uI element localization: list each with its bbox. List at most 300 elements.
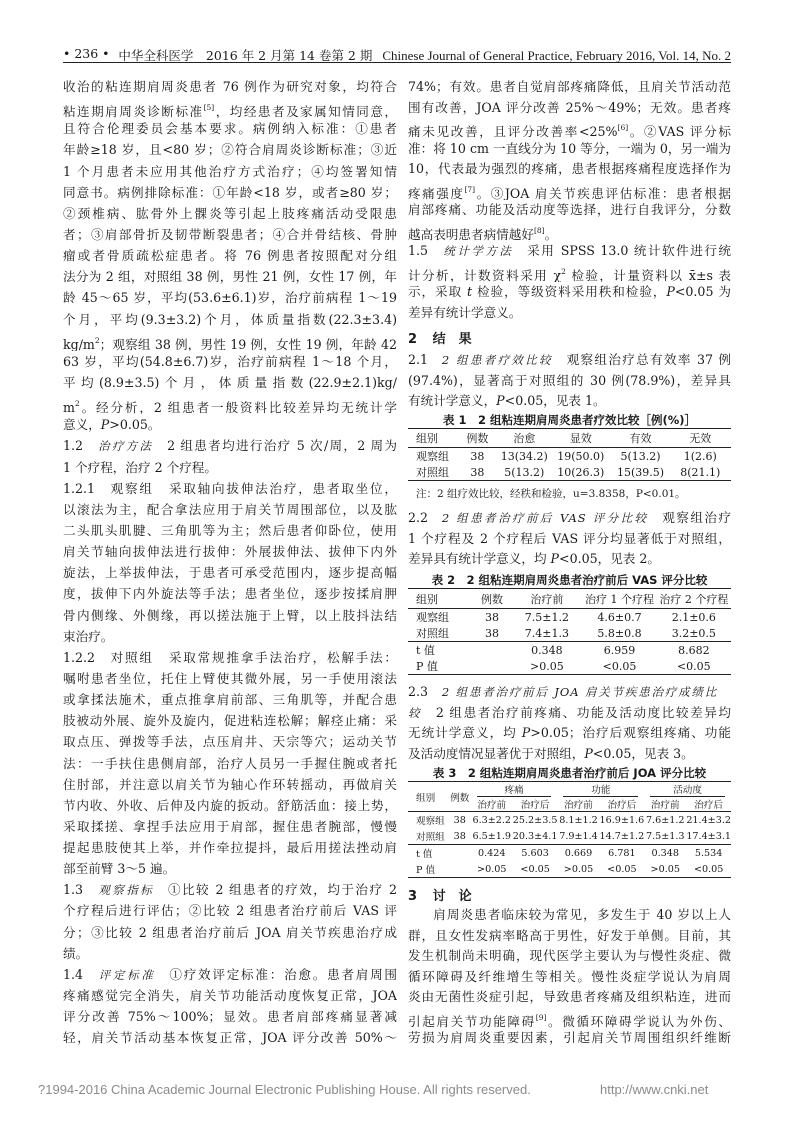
text-line — [63, 203, 397, 224]
reference-superscript: 2 — [74, 399, 80, 409]
text-line — [63, 435, 397, 456]
text-span: 平均(8.9±3.5)个月，体质量指数(22.9±2.1)kg/ — [63, 374, 397, 390]
text-line — [408, 241, 731, 262]
text-span: 瘤或者骨质疏松症患者。将 76 例患者按照配对分组 — [63, 248, 397, 264]
table-cell: 8(21.1) — [680, 465, 721, 479]
text-span: 采取轴向拔伸法治疗，患者取坐位， — [168, 480, 397, 496]
column-subheader: 治疗前 — [650, 800, 680, 811]
text-line — [63, 1006, 397, 1027]
text-line — [408, 744, 731, 765]
reference-superscript: [6] — [617, 123, 629, 132]
text-span: (97.4%)，显著高于对照组的 30 例(78.9%)，差异具 — [408, 372, 731, 388]
table-cell — [473, 658, 512, 675]
text-span: 采取常规推拿手法治疗，松解手法： — [168, 649, 397, 665]
running-header — [63, 46, 731, 63]
text-line — [63, 414, 397, 435]
table-cell: 38 — [484, 610, 499, 624]
text-line — [408, 682, 731, 703]
text-line — [408, 946, 731, 967]
text-line — [408, 723, 731, 744]
table-cell: t 值 — [416, 644, 435, 657]
section-title: 2 组患者治疗前后 VAS 评分比较 — [441, 511, 649, 525]
text-line — [408, 180, 731, 201]
text-span: 年龄≥18 岁，且<80 岁；②符合肩周炎诊断标准；③近 — [63, 142, 397, 158]
section-2-1 — [408, 350, 731, 412]
text-line — [408, 159, 731, 180]
text-span: 旋法，上举拔伸法，于患者可承受范围内，逐步提高幅 — [63, 565, 397, 581]
table-cell: <0.05 — [693, 863, 724, 875]
table-cell: 38 — [484, 626, 499, 640]
table-2 — [408, 572, 731, 675]
text-line — [408, 549, 731, 570]
section-title: 结果 — [432, 332, 485, 347]
table-cell: 14.7±1.2 — [599, 830, 645, 842]
text-line — [63, 393, 397, 414]
text-span: 且符合伦理委员会基本要求。病例纳入标准：①患者 — [63, 121, 397, 137]
text-line — [63, 753, 397, 774]
text-span: 取点压、弹拨等手法，点压肩井、天宗等穴；运动关节 — [63, 734, 397, 750]
header-count: 例数 — [450, 792, 470, 804]
table-cell: 观察组 — [416, 816, 445, 827]
column-header: 有效 — [629, 432, 652, 445]
column-header: 治愈 — [513, 432, 536, 445]
text-span: 准：将 10 cm 一直线分为 10 等分，一端为 0，另一端为 — [408, 140, 731, 156]
section-number: 2 — [408, 332, 418, 347]
text-line — [63, 224, 397, 245]
text-span: 采取揉搓、拿捏手法应用于肩部，握住患者腕部，慢慢 — [63, 818, 397, 834]
text-span: 肩部疼痛、功能及活动度等选择，进行自我评分，分数 — [408, 202, 731, 217]
text-span: 法：一手扶住患侧肩部，治疗人员另一手握住腕或者托 — [63, 755, 397, 771]
table-cell: 5.8±0.8 — [597, 626, 642, 640]
section-number: 1.2 — [63, 438, 84, 454]
header-group: 组别 — [416, 792, 436, 804]
column-header: 组别 — [416, 592, 438, 606]
column-header: 例数 — [466, 432, 489, 445]
table-row — [408, 609, 731, 626]
table-cell: <0.05 — [520, 863, 550, 875]
section-2-3 — [408, 682, 731, 764]
column-subheader: 治疗后 — [694, 800, 724, 811]
section-number: 1.2.1 — [63, 480, 96, 496]
copyright-notice: ?1994-2016 China Academic Journal Electronic Publishing House. All rights reserved. — [38, 1082, 531, 1097]
text-line — [63, 118, 397, 139]
column-header: 无效 — [689, 432, 712, 445]
table-cell: <0.05 — [676, 659, 711, 673]
text-line — [63, 330, 397, 351]
subsection-title: 观察组 — [108, 480, 154, 496]
text-line — [408, 350, 731, 371]
table-cell: 7.4±1.3 — [524, 626, 569, 640]
text-span: 差异具有统计学意义，均 — [408, 551, 551, 566]
table-cell: 17.4±3.1 — [686, 830, 731, 842]
text-span: 。经分析，2 组患者一般资料比较差异均无统计学 — [79, 400, 397, 415]
table-cell: 19(50.0) — [557, 449, 605, 463]
section-title: 讨论 — [432, 889, 485, 904]
text-span: 。微循环障碍学说认为外伤、 — [546, 1013, 731, 1028]
cnki-link[interactable]: http://www.cnki.net — [600, 1082, 709, 1097]
text-span: 提起患肢使其上举，并作牵拉提抖，最后用搓法挫动肩 — [63, 840, 397, 856]
text-line — [63, 562, 397, 583]
table-cell: 0.669 — [564, 847, 593, 859]
text-span: 2 组患者均进行治疗 5 次/周，2 周为 — [167, 438, 397, 454]
table-row — [408, 812, 731, 829]
table-cell: 3.2±0.5 — [671, 626, 716, 640]
section-title: 2 组患者治疗前后 JOA 肩关节疾患治疗成绩比 — [441, 685, 718, 699]
table-cell: 20.3±4.1 — [512, 830, 558, 842]
text-line — [408, 508, 731, 529]
text-span: 束治疗。 — [63, 628, 114, 644]
text-span: 节内收、外收、后伸及内旋的扳动。舒筋活血：接上势， — [63, 797, 397, 813]
text-span: 差异有统计学意义。 — [408, 304, 522, 320]
table-cell — [449, 861, 471, 878]
column-header: 组别 — [416, 432, 438, 445]
italic-symbol: P — [584, 745, 593, 761]
table-row — [408, 828, 731, 845]
italic-symbol: P — [550, 551, 560, 566]
text-line — [63, 372, 397, 393]
column-header: 治疗 2 个疗程 — [659, 592, 729, 606]
text-span: 或拿揉法施术，重点推拿肩前部、三角肌等，并配合患 — [63, 692, 397, 708]
italic-symbol: P — [496, 393, 505, 408]
text-span: 。③JOA 肩关节疾患评估标准：患者根据 — [475, 185, 731, 200]
text-span: 63 岁，平均(54.8±6.7)岁，治疗前病程 1～18 个月， — [63, 353, 397, 369]
text-span: 肢被动外展、旋外及旋内，促进粘连松解；解痉止痛：采 — [63, 713, 397, 729]
text-span: ①比较 2 组患者的疗效，均于治疗 2 — [167, 882, 397, 898]
text-line — [63, 964, 397, 985]
section-title: 观察指标 — [96, 883, 155, 898]
text-span: 住肘部，并注意以肩关节为轴心作环转摇动，再做肩关 — [63, 776, 397, 792]
reference-superscript: [5] — [203, 103, 215, 113]
text-line — [63, 837, 397, 858]
text-line — [408, 303, 731, 324]
reference-superscript: 2 — [94, 335, 100, 345]
table-cell — [449, 845, 471, 862]
text-span: 循环障碍及纤维增生等相关。慢性炎症学说认为肩周 — [408, 968, 731, 984]
text-line — [408, 987, 731, 1008]
text-span: 1 个月患者未应用其他治疗方式治疗；④均签署知情 — [63, 163, 397, 179]
table-cell: P 值 — [416, 865, 436, 876]
italic-symbol: P — [666, 284, 675, 299]
table-cell: 38 — [470, 465, 485, 479]
table-cell: 5(13.2) — [504, 465, 545, 479]
table-cell: 5.603 — [521, 847, 549, 859]
text-line — [63, 457, 397, 478]
text-line — [408, 98, 731, 119]
text-line — [63, 647, 397, 668]
section-title: 2 组患者疗效比较 — [441, 353, 553, 367]
text-span: 痛未见改善，且评分改善率<25% — [408, 124, 618, 139]
text-line — [63, 266, 397, 287]
group-label: 功能 — [563, 782, 638, 797]
italic-symbol: P — [521, 725, 531, 740]
text-span: 部至前臂 3～5 遍。 — [63, 861, 176, 877]
text-line — [408, 282, 731, 303]
table-cell: 6.3±2.2 — [472, 814, 512, 826]
text-line — [408, 703, 731, 724]
section-number: 1.2.2 — [63, 649, 96, 665]
efficacy-table — [408, 428, 731, 481]
text-line — [63, 351, 397, 372]
section-number: 1.4 — [63, 966, 84, 982]
column-header: 治疗 1 个疗程 — [585, 592, 655, 606]
header-pain — [471, 782, 558, 798]
table-row — [408, 845, 731, 862]
table-cell: 38 — [453, 830, 466, 842]
text-line — [63, 605, 397, 626]
discussion-heading — [408, 885, 731, 904]
text-span: 嘱咐患者坐位，托住上臂使其微外展，另一手使用滚法 — [63, 670, 397, 686]
table-cell: P 值 — [416, 660, 438, 673]
text-line — [63, 900, 397, 921]
results-heading — [408, 328, 731, 347]
text-span: 围有改善，JOA 评分改善 25%～49%；无效。患者疼 — [408, 99, 731, 115]
text-span: 引起肩关节功能障碍 — [408, 1013, 536, 1028]
table-cell: 对照组 — [416, 832, 445, 843]
text-line — [408, 1008, 731, 1029]
text-span: 以滚法为主，配合拿法应用于肩关节周围部位，以及肱 — [63, 501, 397, 517]
journal-info — [118, 46, 731, 64]
text-span: 1 个疗程，治疗 2 个疗程。 — [63, 459, 217, 475]
table-row — [408, 861, 731, 878]
column-subheader: 治疗前 — [564, 800, 593, 811]
table-cell: 对照组 — [416, 627, 449, 640]
text-span: 有统计学意义， — [408, 393, 497, 408]
reference-superscript: [8] — [533, 225, 545, 235]
text-line — [63, 774, 397, 795]
table-cell: >0.05 — [563, 863, 594, 875]
text-span: 个月，平均(9.3±3.2)个月，体质量指数(22.3±3.4) — [63, 311, 397, 327]
table-cell: t 值 — [416, 849, 433, 860]
text-span: <0.05，见表 3。 — [592, 745, 694, 761]
table-cell: 0.424 — [478, 847, 506, 859]
text-line — [63, 816, 397, 837]
text-span: 。②VAS 评分标 — [628, 124, 731, 139]
text-line — [63, 879, 397, 900]
column-subheader: 治疗后 — [607, 800, 637, 811]
text-line — [63, 499, 397, 520]
section-number: 2.1 — [408, 352, 429, 367]
table-cell: 16.9±1.6 — [599, 814, 645, 826]
text-span: 龄 45～65 岁，平均(53.6±6.1)岁，治疗前病程 1～19 — [63, 290, 397, 306]
text-span: 骨内侧缘、外侧缘，再以搓法施于上臂，以上肢抖法结 — [63, 607, 397, 623]
text-span: <0.05，见表 2。 — [559, 551, 661, 566]
section-title: 治疗方法 — [96, 439, 154, 454]
text-line — [63, 795, 397, 816]
column-header: 治疗前 — [530, 592, 564, 606]
table-cell: >0.05 — [650, 863, 680, 875]
table-cell: 观察组 — [416, 611, 449, 624]
text-span: 10，代表最为强烈的疼痛，患者根据疼痛程度选择作为 — [408, 161, 731, 176]
text-line — [63, 985, 397, 1006]
table-cell: 5.534 — [694, 847, 723, 859]
section-number: 1.3 — [63, 882, 84, 898]
table-cell: <0.05 — [602, 659, 637, 673]
text-span: m — [63, 400, 75, 415]
text-line — [408, 200, 731, 221]
text-span: 收治的粘连期肩周炎患者 76 例作为研究对象，均符合 — [63, 79, 397, 94]
table-title: 表 3 2 组粘连期肩周炎患者治疗前后 JOA 评分比较 — [432, 766, 707, 780]
text-line — [408, 905, 731, 926]
text-span: 检验，计量资料以 x̄±s 表 — [565, 267, 731, 282]
table-title: 表 2 2 组粘连期肩周炎患者治疗前后 VAS 评分比较 — [431, 573, 708, 587]
italic-symbol: P — [100, 417, 110, 433]
text-line — [408, 77, 731, 98]
text-line — [408, 262, 731, 283]
table-cell: 8.1±1.2 — [559, 814, 598, 826]
reference-superscript: [7] — [464, 184, 476, 194]
text-line — [63, 922, 397, 943]
text-line — [63, 287, 397, 308]
table-cell — [473, 642, 512, 659]
text-line — [63, 583, 397, 604]
text-span: ；观察组 38 例，男性 19 例，女性 19 例，年龄 42 — [99, 336, 397, 351]
text-span: 示，采取 — [408, 284, 468, 299]
table-cell: 8.682 — [678, 643, 710, 657]
section-title: 统计学方法 — [441, 244, 514, 258]
text-line — [63, 139, 397, 160]
text-span: 肩关节轴向拔伸法进行拔伸：外展拔伸法、拔伸下内外 — [63, 544, 397, 560]
text-line — [63, 76, 397, 97]
italic-symbol: t — [467, 284, 473, 299]
text-span: 2 组患者治疗前疼痛、功能及活动度比较差异均 — [435, 704, 731, 720]
table-note: 注：2 组疗效比较，经秩和检验，u=3.8358，P<0.01。 — [416, 488, 686, 500]
column-header: 例数 — [480, 592, 503, 606]
section-title: 评定标准 — [96, 967, 156, 982]
section-number: 2.3 — [408, 684, 429, 699]
text-span: 分；③比较 2 组患者治疗前后 JOA 肩关节疾患治疗成 — [63, 924, 397, 940]
section-number: 2.2 — [408, 510, 429, 525]
table-cell: 25.2±3.5 — [512, 814, 558, 826]
header-function — [557, 782, 644, 798]
table-cell: 0.348 — [651, 847, 679, 859]
text-line — [63, 161, 397, 182]
text-span: 采用 SPSS 13.0 统计软件进行统 — [527, 243, 731, 258]
text-span: <0.05，见表 1。 — [504, 393, 606, 408]
text-span: kg/m — [63, 336, 95, 351]
evaluation-criteria-continued — [408, 77, 731, 323]
table-row — [408, 625, 731, 642]
text-line — [63, 943, 397, 964]
text-span: 轻，肩关节活动基本恢复正常，JOA 评分改善 50%～ — [63, 1030, 397, 1046]
text-line — [63, 626, 397, 647]
table-cell: 7.5±1.3 — [645, 830, 685, 842]
vas-table — [408, 588, 731, 675]
text-line — [408, 967, 731, 988]
table-row — [408, 448, 731, 465]
group-label: 疼痛 — [477, 782, 552, 797]
text-span: 度，拔伸下内外旋法等手法；患者坐位，逐步按揉肩胛 — [63, 586, 397, 602]
table-cell: 0.348 — [531, 643, 563, 657]
table-cell: 6.781 — [608, 847, 636, 859]
text-span: 同意书。病例排除标准：①年龄<18 岁，或者≥80 岁； — [63, 184, 397, 200]
text-span: 无统计学意义，均 — [408, 725, 522, 740]
text-span: >0.05；治疗后观察组疼痛、功能 — [530, 725, 731, 740]
column-subheader: 治疗前 — [477, 800, 507, 811]
table-cell: 4.6±0.7 — [597, 610, 642, 624]
text-line — [408, 139, 731, 160]
discussion-text — [408, 905, 731, 1049]
text-line — [63, 710, 397, 731]
text-span: 检验，等级资料采用秩和检验， — [472, 284, 667, 299]
text-span: 意义， — [63, 417, 101, 433]
text-line — [408, 926, 731, 947]
section-2-2 — [408, 508, 731, 570]
text-line — [63, 182, 397, 203]
journal-title-en: Chinese Journal of General Practice, February 2016, Vol. 14, No. 2 — [382, 48, 731, 63]
text-span: 疼痛感觉完全消失，肩关节功能活动度恢复正常，JOA — [63, 988, 397, 1004]
text-line — [408, 1028, 731, 1049]
text-span: >0.05。 — [109, 417, 161, 433]
table-cell: >0.05 — [530, 659, 564, 673]
text-line — [63, 97, 397, 118]
text-span: ，均经患者及家属知情同意， — [214, 104, 397, 119]
text-span: 绩。 — [63, 945, 89, 961]
table-cell: 38 — [453, 814, 466, 826]
column-header: 显效 — [569, 432, 592, 445]
text-line — [408, 529, 731, 550]
table-cell: 7.9±1.4 — [559, 830, 598, 842]
journal-title-cn: 中华全科医学 2016 年 2 月第 14 卷第 2 期 — [118, 48, 373, 63]
text-line — [408, 221, 731, 242]
table-cell: 6.959 — [603, 643, 636, 657]
table-cell: 5(13.2) — [620, 449, 661, 463]
text-span: ①疗效评定标准：治愈。患者肩周围 — [169, 966, 397, 982]
text-line — [63, 731, 397, 752]
table-cell: 21.4±3.2 — [686, 814, 731, 826]
text-span: ②颈椎病、肱骨外上髁炎等引起上肢疼痛活动受限患 — [63, 205, 397, 221]
text-span: 1 个疗程及 2 个疗程后 VAS 评分均显著低于对照组， — [408, 530, 731, 546]
text-span: 粘连期肩周炎诊断标准 — [63, 104, 204, 119]
text-line — [63, 245, 397, 266]
table-cell: 2.1±0.6 — [671, 610, 716, 624]
text-line — [63, 309, 397, 330]
text-span: 越高表明患者病情越好 — [408, 226, 534, 241]
left-column — [63, 76, 397, 1048]
text-span: 。 — [544, 226, 558, 241]
text-span: 个疗程后进行评估；②比较 2 组患者治疗前后 VAS 评 — [63, 903, 397, 919]
joa-table — [408, 781, 731, 878]
reference-superscript: 2 — [561, 266, 566, 276]
section-title: 较 — [408, 705, 423, 720]
section-number: 3 — [408, 889, 418, 904]
subsection-title: 对照组 — [108, 649, 154, 665]
text-span: 者；③肩部骨折及韧带断裂患者；④合并骨结核、骨肿 — [63, 226, 397, 242]
text-span: 观察组治疗总有效率 37 例 — [566, 352, 731, 367]
text-span: 发生机制尚未明确，现代医学主要认为与慢性炎症、微 — [408, 948, 731, 963]
text-line — [63, 668, 397, 689]
table-row — [408, 642, 731, 659]
text-span: 计分析，计数资料采用 χ — [408, 267, 562, 282]
text-line — [408, 118, 731, 139]
table-title: 表 1 2 组粘连期肩周炎患者疗效比较［例(%)］ — [442, 413, 697, 427]
text-line — [63, 1027, 397, 1048]
text-span: 及活动度情况显著优于对照组， — [408, 745, 585, 761]
text-span: 劳损为肩周炎重要因素，引起肩关节周围组织纤维断 — [408, 1030, 731, 1045]
header-mobility — [644, 782, 731, 798]
table-cell: 1(2.6) — [683, 449, 717, 463]
section-number: 1.5 — [408, 243, 429, 258]
table-cell: <0.05 — [607, 863, 637, 875]
text-span: 炎由无菌性炎症引起，导致患者疼痛及组织粘连，进而 — [408, 989, 731, 1004]
text-line — [63, 689, 397, 710]
text-span: 群，且女性发病率略高于男性，好发于单侧。目前，其 — [408, 927, 731, 943]
table-1 — [408, 412, 731, 501]
text-line — [408, 391, 731, 412]
text-span: 疼痛强度 — [408, 185, 465, 200]
text-span: 法分为 2 组，对照组 38 例，男性 21 例，女性 17 例，年 — [63, 269, 397, 285]
table-cell: 对照组 — [416, 466, 449, 479]
text-line — [63, 520, 397, 541]
